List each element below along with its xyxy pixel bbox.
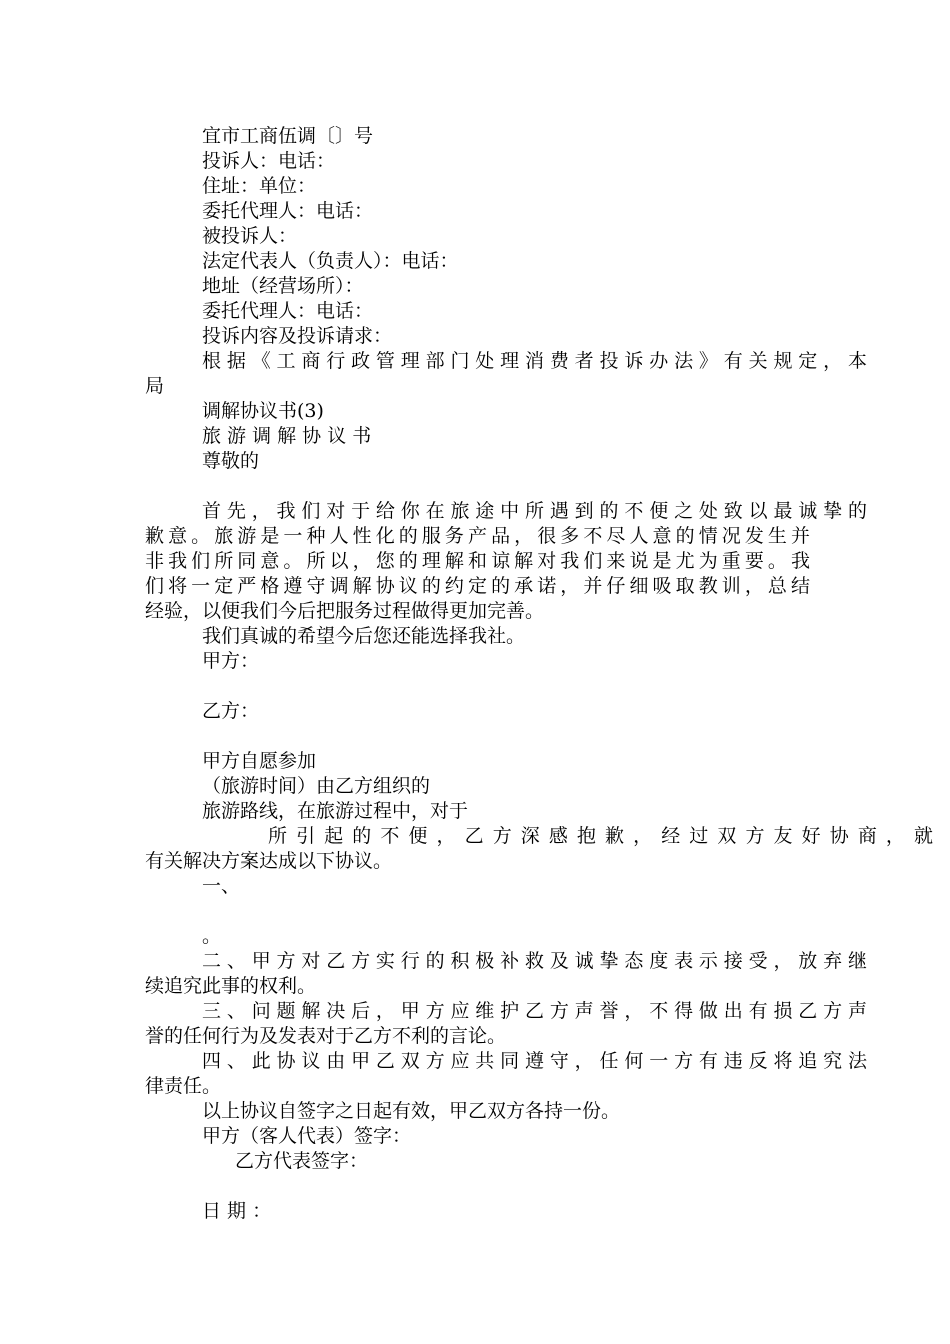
regulation-line: 根据《工商行政管理部门处理消费者投诉办法》有关规定，本 <box>202 350 867 372</box>
apology-line-5: 经验，以便我们今后把服务过程做得更加完善。 <box>145 600 545 622</box>
legal-rep-line: 法定代表人（负责人）：电话： <box>202 250 459 272</box>
agreement-intro-line: 有关解决方案达成以下协议。 <box>145 850 393 872</box>
party-a-label: 甲方： <box>202 650 260 672</box>
salutation: 尊敬的 <box>202 450 260 472</box>
apology-line-1: 首先，我们对于给你在旅途中所遇到的不便之处致以最诚挚的 <box>202 500 867 522</box>
clause-three-line-2: 誉的任何行为及发表对于乙方不利的言论。 <box>145 1025 507 1047</box>
agreement-title: 旅 游 调 解 协 议 书 <box>202 425 372 447</box>
agent-line: 委托代理人：电话： <box>202 200 374 222</box>
regulation-line-cont: 局 <box>145 375 165 397</box>
apology-line-4: 们将一定严格遵守调解协议的约定的承诺，并仔细吸取教训，总结 <box>145 575 810 597</box>
date-line: 日 期 ： <box>202 1200 272 1222</box>
apology-line-3: 非我们所同意。所以，您的理解和谅解对我们来说是尤为重要。我 <box>145 550 810 572</box>
travel-time-line: （旅游时间）由乙方组织的 <box>202 775 431 797</box>
respondent-line: 被投诉人： <box>202 225 298 247</box>
address-line: 住址：单位： <box>202 175 317 197</box>
clause-two-line-2: 续追究此事的权利。 <box>145 975 317 997</box>
party-a-signature: 甲方（客人代表）签字： <box>202 1125 412 1147</box>
party-b-signature: 乙方代表签字： <box>235 1150 369 1172</box>
party-b-label: 乙方： <box>202 700 260 722</box>
business-address-line: 地址（经营场所）： <box>202 275 364 297</box>
travel-route-line: 旅游路线，在旅游过程中，对于 <box>202 800 469 822</box>
clause-two-line-1: 二、甲方对乙方实行的积极补救及诚挚态度表示接受，放弃继 <box>202 950 867 972</box>
clause-one: 一、 <box>202 875 241 897</box>
doc-number-line: 宜市工商伍调〔〕号 <box>202 125 374 147</box>
clause-one-end: 。 <box>202 925 222 947</box>
section-title: 调解协议书(3) <box>202 400 324 422</box>
participation-line: 甲方自愿参加 <box>202 750 317 772</box>
clause-four-line-2: 律责任。 <box>145 1075 222 1097</box>
hope-line: 我们真诚的希望今后您还能选择我社。 <box>202 625 526 647</box>
inconvenience-line: 所引起的不便，乙方深感抱歉，经过双方友好协商，就 <box>268 825 933 847</box>
agent-line-2: 委托代理人：电话： <box>202 300 374 322</box>
apology-line-2: 歉意。旅游是一种人性化的服务产品，很多不尽人意的情况发生并 <box>145 525 810 547</box>
clause-four-line-1: 四、此协议由甲乙双方应共同遵守，任何一方有违反将追究法 <box>202 1050 867 1072</box>
complainant-line: 投诉人：电话： <box>202 150 336 172</box>
validity-line: 以上协议自签字之日起有效，甲乙双方各持一份。 <box>202 1100 621 1122</box>
complaint-content-line: 投诉内容及投诉请求： <box>202 325 393 347</box>
clause-three-line-1: 三、问题解决后，甲方应维护乙方声誉，不得做出有损乙方声 <box>202 1000 867 1022</box>
